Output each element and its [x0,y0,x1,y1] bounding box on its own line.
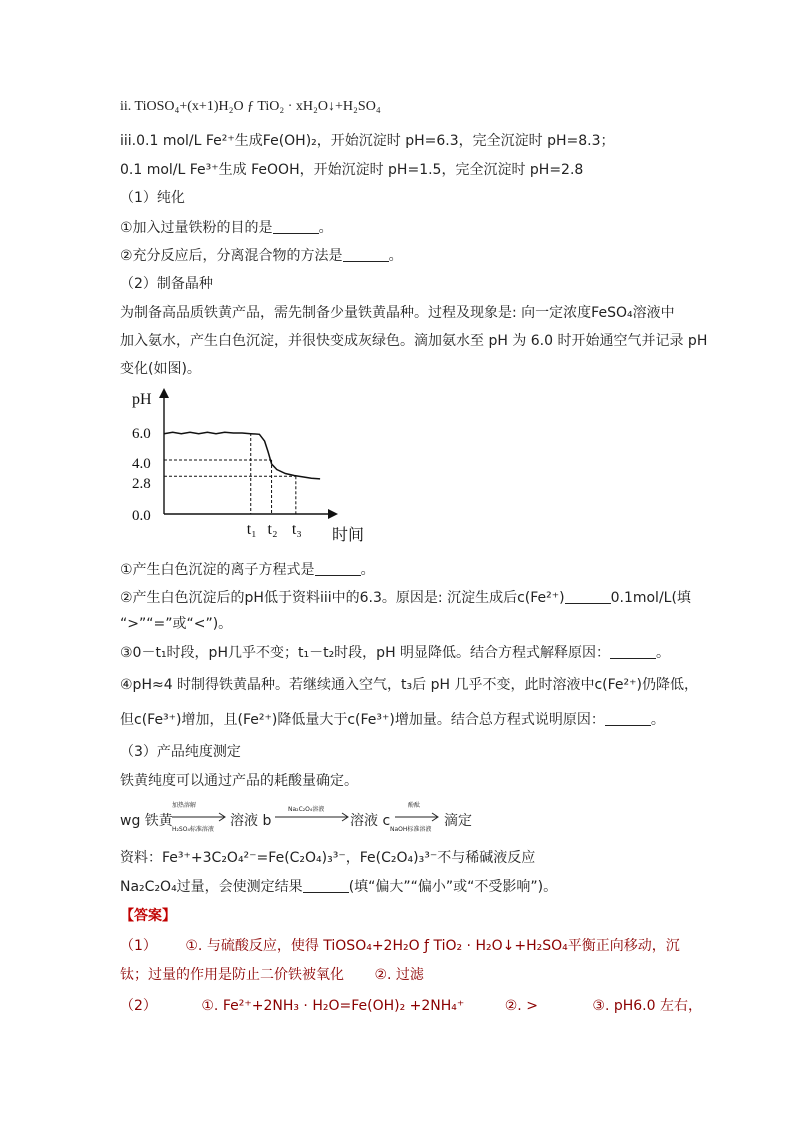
question-2-2-text: ②产生白色沉淀后的pH低于资料iii中的6.3。原因是: 沉淀生成后c(Fe²⁺) [120,590,565,606]
answer-1-part-a-cont: 钛；过量的作用是防止二价铁被氧化 [120,967,344,983]
reference-note: 资料：Fe³⁺+3C₂O₄²⁻=Fe(C₂O₄)₃³⁻，Fe(C₂O₄)₃³⁻不与稀碱液反应 [120,850,536,866]
question-2-4: ④pH≈4 时制得铁黄晶种。若继续通入空气，t₃后 pH 几乎不变，此时溶液中c(Fe²⁺)仍降低， [120,677,698,693]
section-3-heading: （3）产品纯度测定 [120,744,241,760]
question-1-2 [120,246,403,266]
answer-1-line-1 [120,936,680,956]
question-2-3-text: ③0－t₁时段，pH几乎不变；t₁－t₂时段，pH 明显降低。结合方程式解释原因： [120,645,611,661]
answer-blank [315,561,361,576]
flow-arrow-3 [395,812,441,822]
answer-blank [303,878,349,893]
end-mark: 。 [318,220,333,236]
question-2-2-tail: 0.1mol/L(填 [610,590,691,606]
y-tick-0: 0.0 [132,508,151,524]
question-2-1 [120,560,375,580]
end-mark: 。 [388,248,403,264]
question-1-1 [120,218,333,238]
flow-diagram [120,800,680,836]
flow-arrow-2 [275,812,351,822]
question-3-text: Na₂C₂O₄过量，会使测定结果 [120,879,303,895]
section-3-intro: 铁黄纯度可以通过产品的耗酸量确定。 [120,773,358,789]
question-1-1-text: ①加入过量铁粉的目的是 [120,220,273,236]
ph-time-chart [128,384,368,554]
section-2-intro-3: 变化(如图)。 [120,361,201,377]
question-2-2-b: “>”“=”或“<”)。 [120,616,233,632]
answer-1-part-a: ①. 与硫酸反应，使得 TiOSO₄+2H₂O ƒ TiO₂ · H₂O↓+H₂SO₄平衡正向移动，沉 [185,938,680,954]
answer-1-label: （1） [120,938,157,954]
answer-heading: 【答案】 [120,908,176,924]
x-tick-t1: t₁ [246,521,257,538]
section-2-intro-2: 加入氨水，产生白色沉淀，并很快变成灰绿色。滴加氨水至 pH 为 6.0 时开始通空气并记录 pH [120,333,708,349]
y-axis-arrow [159,388,169,398]
answer-blank [605,711,651,726]
end-mark: 。 [360,562,375,578]
question-2-3 [120,643,670,663]
x-tick-t2: t₂ [267,521,278,538]
question-2-4-b [120,710,665,730]
flow-arrow3-top: 酚酞 [408,802,421,809]
flow-arrow3-bottom: NaOH标准溶液 [390,826,432,833]
section-2-intro-1: 为制备高品质铁黄产品，需先制备少量铁黄晶种。过程及现象是: 向一定浓度FeSO₄溶液中 [120,305,675,321]
answer-2-line [120,996,702,1016]
end-mark: 。 [656,645,671,661]
answer-2-part-c: ③. pH6.0 左右， [592,998,702,1014]
flow-start: wg 铁黄 [120,813,173,829]
answer-2-part-a: ①. Fe²⁺+2NH₃ · H₂O=Fe(OH)₂ +2NH₄⁺ [201,998,465,1014]
section-2-heading: （2）制备晶种 [120,276,213,292]
answer-2-label: （2） [120,998,157,1014]
flow-end: 滴定 [444,813,472,829]
flow-solution-c: 溶液 c [350,813,391,829]
answer-blank [565,589,611,604]
section-1-heading: （1）纯化 [120,190,185,206]
question-3-tail: (填“偏大”“偏小”或“不受影响”)。 [348,879,558,895]
x-tick-t3: t₃ [291,521,302,538]
answer-1-line-2 [120,965,424,985]
question-1-2-text: ②充分反应后，分离混合物的方法是 [120,248,343,264]
flow-arrow1-top: 加热溶解 [172,802,197,809]
end-mark: 。 [650,712,665,728]
y-axis-label: pH [132,391,152,408]
y-tick-2-8: 2.8 [132,476,151,492]
reaction-ii: ii. TiOSO₄+(x+1)H₂O ƒ TiO₂ · xH₂O↓+H₂SO₄ [120,99,381,114]
x-axis-arrow [328,509,338,519]
answer-blank [610,644,656,659]
answer-blank [273,219,319,234]
flow-arrow-1 [172,812,228,822]
question-2-1-text: ①产生白色沉淀的离子方程式是 [120,562,315,578]
answer-blank [343,247,389,262]
y-tick-4: 4.0 [132,456,151,472]
flow-arrow1-bottom: H₂SO₄标准溶液 [172,826,214,833]
answer-2-part-b: ②. > [504,998,538,1014]
answer-1-part-b: ②. 过滤 [374,967,424,983]
question-2-4-b-text: 但c(Fe³⁺)增加，且(Fe²⁺)降低量大于c(Fe³⁺)增加量。结合总方程式说明原因： [120,712,605,728]
x-axis-label: 时间 [332,527,365,544]
flow-solution-b: 溶液 b [230,813,272,829]
reaction-iii-b: 0.1 mol/L Fe³⁺生成 FeOOH，开始沉淀时 pH=1.5，完全沉淀时 pH=2.8 [120,162,584,178]
ph-curve [164,432,320,479]
flow-arrow2-top: Na₂C₂O₄溶液 [288,806,325,813]
reaction-iii-a: iii.0.1 mol/L Fe²⁺生成Fe(OH)₂，开始沉淀时 pH=6.3，完全沉淀时 pH=8.3； [120,133,615,149]
question-2-2 [120,588,691,608]
question-3 [120,877,557,897]
y-tick-6: 6.0 [132,426,151,442]
